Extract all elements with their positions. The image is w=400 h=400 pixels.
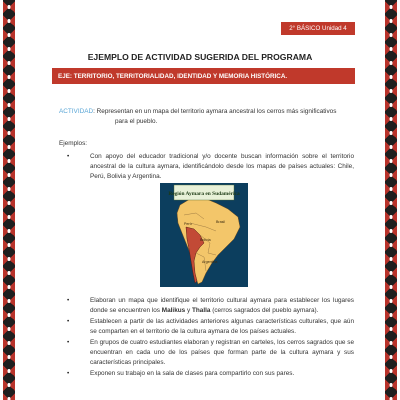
map-label-peru: Perú (184, 222, 192, 226)
bullet-list-lower (64, 296, 354, 381)
map-label-bolivia: Bolivia (200, 238, 211, 242)
map-label-brasil: Brasil (216, 220, 225, 224)
list-item (64, 296, 354, 316)
list-item: • En grupos de cuatro estudiantes elaboran y registran en carteles, los cerros sagrados que se encuentran en cada uno de los países que forman parte de la cultura aymara y sus características principales. (64, 338, 354, 367)
actividad-block (59, 107, 354, 127)
ejemplos-label: Ejemplos: (59, 140, 88, 147)
bullet-text: y (185, 306, 192, 314)
list-item: • Con apoyo del educador tradicional y/o docente buscan información sobre el territorio ancestral de la cultura aymara, identificándolo desde los mapas de países actuales: Chile, Perú, Bolivia y Argentina. (64, 152, 354, 181)
bullet-text: (cerros sagrados del pueblo aymara). (210, 306, 319, 314)
actividad-text-2: para el pueblo. (115, 118, 158, 125)
actividad-text-1: : Representan en un mapa del territorio aymara ancestral los cerros más significativos (93, 108, 337, 115)
actividad-line-1 (59, 107, 354, 117)
map-title: Región Aymara en Sudamérica (168, 191, 240, 197)
actividad-label: ACTIVIDAD (59, 108, 94, 115)
list-item: • Exponen su trabajo en la sala de clases para compartirlo con sus pares. (64, 369, 354, 379)
thalla-term: Thalla (191, 306, 211, 314)
map-svg (160, 183, 248, 287)
grade-unit-badge: 2° BÁSICO Unidad 4 (281, 22, 355, 35)
bullet-list-upper (64, 152, 354, 183)
malikus-term: Malikus (161, 306, 186, 314)
eje-banner: EJE: TERRITORIO, TERRITORIALIDAD, IDENTIDAD Y MEMORIA HISTÓRICA. (52, 68, 355, 84)
list-item: • Establecen a partir de las actividades anteriores algunas características culturales, que aún se comparten en el territorio de la cultura aymara de los países actuales. (64, 317, 354, 337)
aymara-region-map (160, 183, 248, 287)
page-title: EJEMPLO DE ACTIVIDAD SUGERIDA DEL PROGRAMA (87, 52, 313, 62)
bullet-text: Elaboran un mapa que identifique el territorio cultural aymara para establecer los lugares donde se encuentren los (90, 297, 354, 314)
map-label-argentina: Argentina (202, 260, 218, 264)
